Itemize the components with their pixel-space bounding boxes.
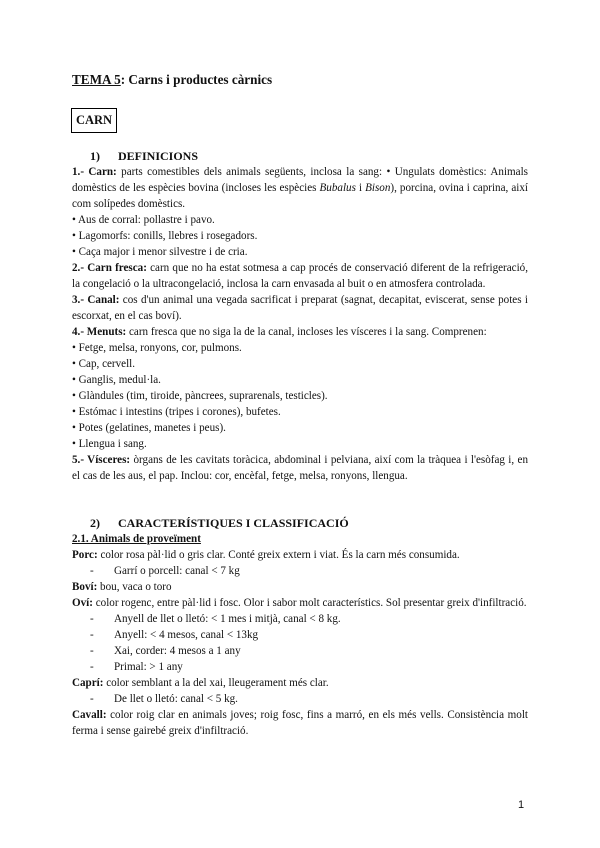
subsection-heading-animals: 2.1. Animals de proveïment [72,533,201,545]
paragraph-porc: Porc: color rosa pàl·lid o gris clar. Conté greix extern i viat. És la carn més consumida. [72,549,460,561]
section-definitions [72,148,528,484]
list-item: • Cap, cervell. [72,358,136,370]
list-item: • Aus de corral: pollastre i pavo. [72,214,215,226]
list-item: • Potes (gelatines, manetes i peus). [72,422,226,434]
title-tema: TEMA 5 [72,72,121,87]
paragraph-cavall: Cavall: color roig clar en animals joves; roig fosc, fins a marró, en els més vells. Consistència molt ferma i sense gairebé greix d'infiltració. [72,709,528,737]
list-item: • Estómac i intestins (tripes i corones), bufetes. [72,406,281,418]
definition-menuts: 4.- Menuts: carn fresca que no siga la de la canal, incloses les vísceres i la sang. Comprenen: [72,326,487,338]
paragraph-ovi: Oví: color rogenc, entre pàl·lid i fosc. Olor i sabor molt característics. Sol presentar greix d'infiltració. [72,597,527,609]
list-item: • Caça major i menor silvestre i de cria. [72,246,248,258]
list-item: - Anyell: < 4 mesos, canal < 13kg [90,629,259,641]
definition-carn-fresca: 2.- Carn fresca: carn que no ha estat sotmesa a cap procés de conservació diferent de la refrigeració, la congelació o la ultracongelació, inclosa la carn envasada al buit o en atmosfera controlada. [72,262,528,290]
list-item: • Llengua i sang. [72,438,147,450]
paragraph-bovi: Boví: bou, vaca o toro [72,581,172,593]
list-item: - Garrí o porcell: canal < 7 kg [90,565,240,577]
definition-carn: 1.- Carn: parts comestibles dels animals següents, inclosa la sang: • Ungulats domèstics: Animals domèstics de les espècies bovina (incloses les espècies Bubalus i Bison), porcina, ovina i caprina, així com solípedes domèstics. [72,166,529,210]
list-item: • Glàndules (tim, tiroide, pàncrees, suprarenals, testicles). [72,390,328,402]
page-number: 1 [518,799,525,811]
boxed-heading-carn: CARN [71,108,117,133]
paragraph-capri: Caprí: color semblant a la del xai, lleugerament més clar. [72,677,329,689]
page-title [72,72,272,88]
definition-visceres: 5.- Vísceres: òrgans de les cavitats toràcica, abdominal i pelviana, així com la tràquea i l'esòfag i, en el cas de les aus, el pap. Inclou: cor, encèfal, fetge, melsa, ronyons, llengua. [72,454,528,482]
list-item: - Xai, corder: 4 mesos a 1 any [90,645,241,657]
list-item: - Anyell de llet o lletó: < 1 mes i mitjà, canal < 8 kg. [90,613,341,625]
section-heading-caracteristiques: 2) CARACTERÍSTIQUES I CLASSIFICACIÓ [90,516,349,530]
section-caracteristiques [72,515,528,739]
list-item: • Ganglis, medul·la. [72,374,161,386]
list-item: - Primal: > 1 any [90,661,183,673]
title-rest: : Carns i productes càrnics [120,72,273,87]
list-item: • Lagomorfs: conills, llebres i rosegadors. [72,230,258,242]
list-item: - De llet o lletó: canal < 5 kg. [90,693,238,705]
section-heading-definicions: 1) DEFINICIONS [90,149,199,163]
definition-canal: 3.- Canal: cos d'un animal una vegada sacrificat i preparat (sagnat, decapitat, eviscerat, sense potes i escorxat, en el cas boví). [72,294,529,322]
list-item: • Fetge, melsa, ronyons, cor, pulmons. [72,342,242,354]
